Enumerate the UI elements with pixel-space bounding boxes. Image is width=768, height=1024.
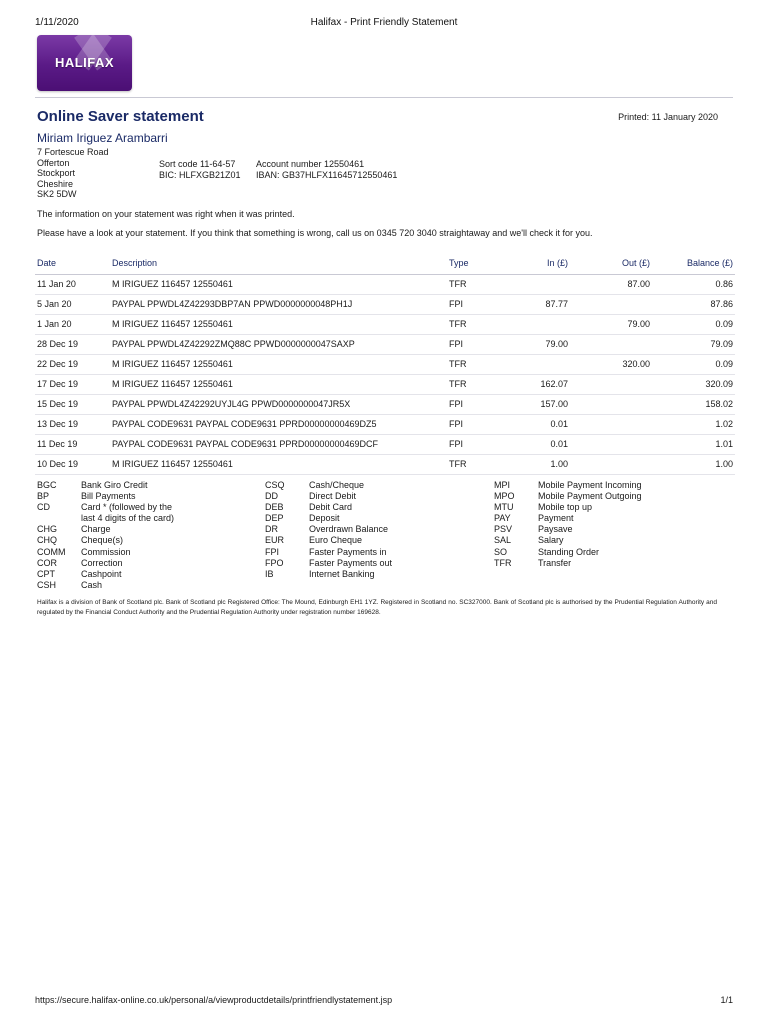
cell-date: 11 Dec 19 <box>35 434 110 454</box>
table-row <box>35 374 735 394</box>
legend-item <box>37 580 174 591</box>
col-header-in: In (£) <box>512 252 570 274</box>
legend-item <box>265 513 392 524</box>
legend-code: DEB <box>265 502 284 513</box>
legend-item <box>265 569 392 580</box>
table-row <box>35 434 735 454</box>
cell-in <box>512 354 570 374</box>
cell-type: TFR <box>447 354 512 374</box>
cell-in: 1.00 <box>512 454 570 474</box>
cell-out: 87.00 <box>570 274 652 294</box>
header-divider <box>35 97 733 98</box>
legend-text: Bill Payments <box>81 491 136 502</box>
cell-balance: 1.01 <box>652 434 735 454</box>
legend-text: Card * (followed by the <box>81 502 173 513</box>
legend-code: IB <box>265 568 274 579</box>
legend-item <box>37 547 174 558</box>
cell-description: M IRIGUEZ 116457 12550461 <box>110 454 447 474</box>
legend-code: SO <box>494 546 508 557</box>
table-row <box>35 414 735 434</box>
legend-code: PSV <box>494 524 513 535</box>
cell-date: 13 Dec 19 <box>35 414 110 434</box>
legend-text: last 4 digits of the card) <box>81 513 175 524</box>
col-header-description: Description <box>110 252 447 274</box>
legend-code: BP <box>37 491 50 502</box>
legend-text: Internet Banking <box>309 568 375 579</box>
legend-code: SAL <box>494 535 512 546</box>
legend-code: PAY <box>494 513 511 524</box>
customer-address <box>37 147 109 200</box>
cell-description: PAYPAL PPWDL4Z42293DBP7AN PPWD0000000048PH1J <box>110 294 447 314</box>
cell-date: 28 Dec 19 <box>35 334 110 354</box>
cell-in <box>512 274 570 294</box>
cell-type: TFR <box>447 274 512 294</box>
legend-code: DEP <box>265 513 284 524</box>
cell-description: M IRIGUEZ 116457 12550461 <box>110 374 447 394</box>
legend-text: Debit Card <box>309 502 353 513</box>
cell-out <box>570 394 652 414</box>
cell-out: 79.00 <box>570 314 652 334</box>
address-line: 7 Fortescue Road <box>37 147 109 157</box>
legend-item <box>494 502 642 513</box>
cell-balance: 158.02 <box>652 394 735 414</box>
legend-item <box>494 558 642 569</box>
legend-item <box>265 535 392 546</box>
cell-out <box>570 374 652 394</box>
page-url: https://secure.halifax-online.co.uk/personal/a/viewproductdetails/printfriendlystatement.jsp <box>35 995 393 1005</box>
legend-code: MPI <box>494 480 511 490</box>
cell-type: TFR <box>447 314 512 334</box>
cell-out <box>570 334 652 354</box>
legend-item <box>494 524 642 535</box>
address-line: Offerton <box>37 157 70 168</box>
legend-code: CPT <box>37 568 55 579</box>
legend-item <box>37 569 174 580</box>
legend-text: Mobile top up <box>538 502 593 513</box>
legend-text: Faster Payments in <box>309 546 387 557</box>
legend-text: Bank Giro Credit <box>81 480 148 490</box>
legend-item <box>265 524 392 535</box>
legend-text: Cash <box>81 579 103 590</box>
cell-balance: 1.00 <box>652 454 735 474</box>
info-text: The information on your statement was right when it was printed. <box>37 209 295 219</box>
cell-in: 157.00 <box>512 394 570 414</box>
cell-balance: 0.86 <box>652 274 735 294</box>
table-row <box>35 314 735 334</box>
table-row <box>35 334 735 354</box>
table-header-row <box>35 252 735 274</box>
legend-item <box>37 535 174 546</box>
legend-item <box>494 513 642 524</box>
cell-description: PAYPAL CODE9631 PAYPAL CODE9631 PPRD00000000469DZ5 <box>110 414 447 434</box>
cell-type: TFR <box>447 374 512 394</box>
cell-out <box>570 434 652 454</box>
legend-text: Paysave <box>538 524 573 535</box>
legend-text: Salary <box>538 535 564 546</box>
legend-code: DD <box>265 491 278 502</box>
cell-out <box>570 414 652 434</box>
cell-description: M IRIGUEZ 116457 12550461 <box>110 274 447 294</box>
legend-item <box>37 480 174 491</box>
legend-text: Mobile Payment Incoming <box>538 480 642 490</box>
col-header-out: Out (£) <box>570 252 652 274</box>
cell-balance: 1.02 <box>652 414 735 434</box>
legend-item <box>265 502 392 513</box>
page-number: 1/1 <box>720 995 733 1005</box>
legend-text: Overdrawn Balance <box>309 524 389 535</box>
table-row <box>35 394 735 414</box>
cell-balance: 0.09 <box>652 354 735 374</box>
legend-code: COMM <box>37 546 66 557</box>
legend-item <box>37 513 174 524</box>
legend-text: Euro Cheque <box>309 535 363 546</box>
cell-out <box>570 454 652 474</box>
cell-type: FPI <box>447 434 512 454</box>
cell-in: 0.01 <box>512 414 570 434</box>
legend-item <box>494 535 642 546</box>
legend-code: TFR <box>494 557 512 568</box>
legend-item <box>37 524 174 535</box>
logo-text: HALIFAX <box>54 55 115 70</box>
statement-title: Online Saver statement <box>37 108 204 125</box>
cell-type: FPI <box>447 394 512 414</box>
print-date: 1/11/2020 <box>35 17 79 28</box>
legend-code: CD <box>37 502 50 513</box>
legend-code: CSH <box>37 579 57 590</box>
legend-text: Cashpoint <box>81 568 122 579</box>
transactions-body <box>35 274 735 474</box>
legend-item <box>265 547 392 558</box>
legend-code: EUR <box>265 535 285 546</box>
legend-code <box>37 513 81 524</box>
cell-description: M IRIGUEZ 116457 12550461 <box>110 314 447 334</box>
sort-code: Sort code 11-64-57 <box>159 159 236 169</box>
table-row <box>35 274 735 294</box>
legend-code: FPI <box>265 546 280 557</box>
legend-item <box>37 558 174 569</box>
legend-item <box>265 491 392 502</box>
legend-item <box>37 502 174 513</box>
legend-text: Commission <box>81 546 131 557</box>
print-header <box>35 17 733 31</box>
legend-item <box>265 558 392 569</box>
halifax-logo <box>37 35 132 91</box>
legend-item <box>494 491 642 502</box>
legend-text: Standing Order <box>538 546 600 557</box>
iban: IBAN: GB37HLFX11645712550461 <box>256 170 398 180</box>
legend-code: CHQ <box>37 535 57 546</box>
transactions-table <box>35 252 735 475</box>
legend-code: FPO <box>265 557 284 568</box>
legend-text: Cash/Cheque <box>309 480 365 490</box>
cell-date: 11 Jan 20 <box>35 274 110 294</box>
cell-balance: 79.09 <box>652 334 735 354</box>
legend-text: Payment <box>538 513 574 524</box>
table-row <box>35 454 735 474</box>
legend-text: Correction <box>81 557 123 568</box>
legend-code: MTU <box>494 502 514 513</box>
cell-out <box>570 294 652 314</box>
legend-code: CSQ <box>265 480 285 490</box>
cell-description: M IRIGUEZ 116457 12550461 <box>110 354 447 374</box>
sort-code-block <box>159 159 241 181</box>
cell-date: 10 Dec 19 <box>35 454 110 474</box>
info-text: Please have a look at your statement. If you think that something is wrong, call us on 0345 720 3040 straightaway and we'll check it for you. <box>37 228 593 238</box>
legend-text: Deposit <box>309 513 340 524</box>
legend-text: Charge <box>81 524 111 535</box>
bic: BIC: HLFXGB21Z01 <box>159 170 241 180</box>
cell-out: 320.00 <box>570 354 652 374</box>
legend-text: Faster Payments out <box>309 557 393 568</box>
cell-description: PAYPAL PPWDL4Z42292UYJL4G PPWD0000000047JR5X <box>110 394 447 414</box>
account-block <box>256 159 397 181</box>
cell-type: FPI <box>447 294 512 314</box>
cell-type: TFR <box>447 454 512 474</box>
cell-balance: 87.86 <box>652 294 735 314</box>
print-title: Halifax - Print Friendly Statement <box>310 17 458 28</box>
legend-code: BGC <box>37 480 57 490</box>
cell-description: PAYPAL PPWDL4Z42292ZMQ88C PPWD0000000047SAXP <box>110 334 447 354</box>
cell-type: FPI <box>447 414 512 434</box>
legend-text: Mobile Payment Outgoing <box>538 491 642 502</box>
legend-item <box>494 547 642 558</box>
legend-column <box>494 480 642 569</box>
customer-name: Miriam Iriguez Arambarri <box>37 131 168 145</box>
legend-item <box>265 480 392 491</box>
cell-date: 22 Dec 19 <box>35 354 110 374</box>
address-line: SK2 5DW <box>37 189 77 199</box>
legend-text: Cheque(s) <box>81 535 124 546</box>
cell-in: 87.77 <box>512 294 570 314</box>
col-header-balance: Balance (£) <box>652 252 735 274</box>
legend-code: DR <box>265 524 278 535</box>
legend-item <box>494 480 642 491</box>
cell-in: 162.07 <box>512 374 570 394</box>
legend-column <box>37 480 174 591</box>
legend-column <box>265 480 392 580</box>
legend-code: MPO <box>494 491 515 502</box>
cell-in: 79.00 <box>512 334 570 354</box>
legend-code: COR <box>37 557 57 568</box>
cell-date: 5 Jan 20 <box>35 294 110 314</box>
table-row <box>35 354 735 374</box>
legal-footer-note: Halifax is a division of Bank of Scotland plc. Bank of Scotland plc Registered Office: The Mound, Edinburgh EH1 1YZ. Registered in Scotland no. SC327000. Bank of Scotland plc is authorised by the Prudential Regulation Authority and regulated by the Financial Conduct Authority and the Prudential Regulation Authority under registration number 169628. <box>37 599 717 616</box>
cell-in: 0.01 <box>512 434 570 454</box>
account-number: Account number 12550461 <box>256 159 365 169</box>
col-header-date: Date <box>35 252 110 274</box>
address-line: Cheshire <box>37 178 74 189</box>
legend-text: Direct Debit <box>309 491 357 502</box>
legend-code: CHG <box>37 524 57 535</box>
cell-balance: 0.09 <box>652 314 735 334</box>
printed-date: Printed: 11 January 2020 <box>618 112 718 122</box>
col-header-type: Type <box>447 252 512 274</box>
cell-in <box>512 314 570 334</box>
cell-date: 1 Jan 20 <box>35 314 110 334</box>
table-row <box>35 294 735 314</box>
cell-type: FPI <box>447 334 512 354</box>
address-line: Stockport <box>37 168 76 178</box>
cell-date: 15 Dec 19 <box>35 394 110 414</box>
cell-date: 17 Dec 19 <box>35 374 110 394</box>
cell-description: PAYPAL CODE9631 PAYPAL CODE9631 PPRD00000000469DCF <box>110 434 447 454</box>
legend-text: Transfer <box>538 557 572 568</box>
legend-item <box>37 491 174 502</box>
cell-balance: 320.09 <box>652 374 735 394</box>
